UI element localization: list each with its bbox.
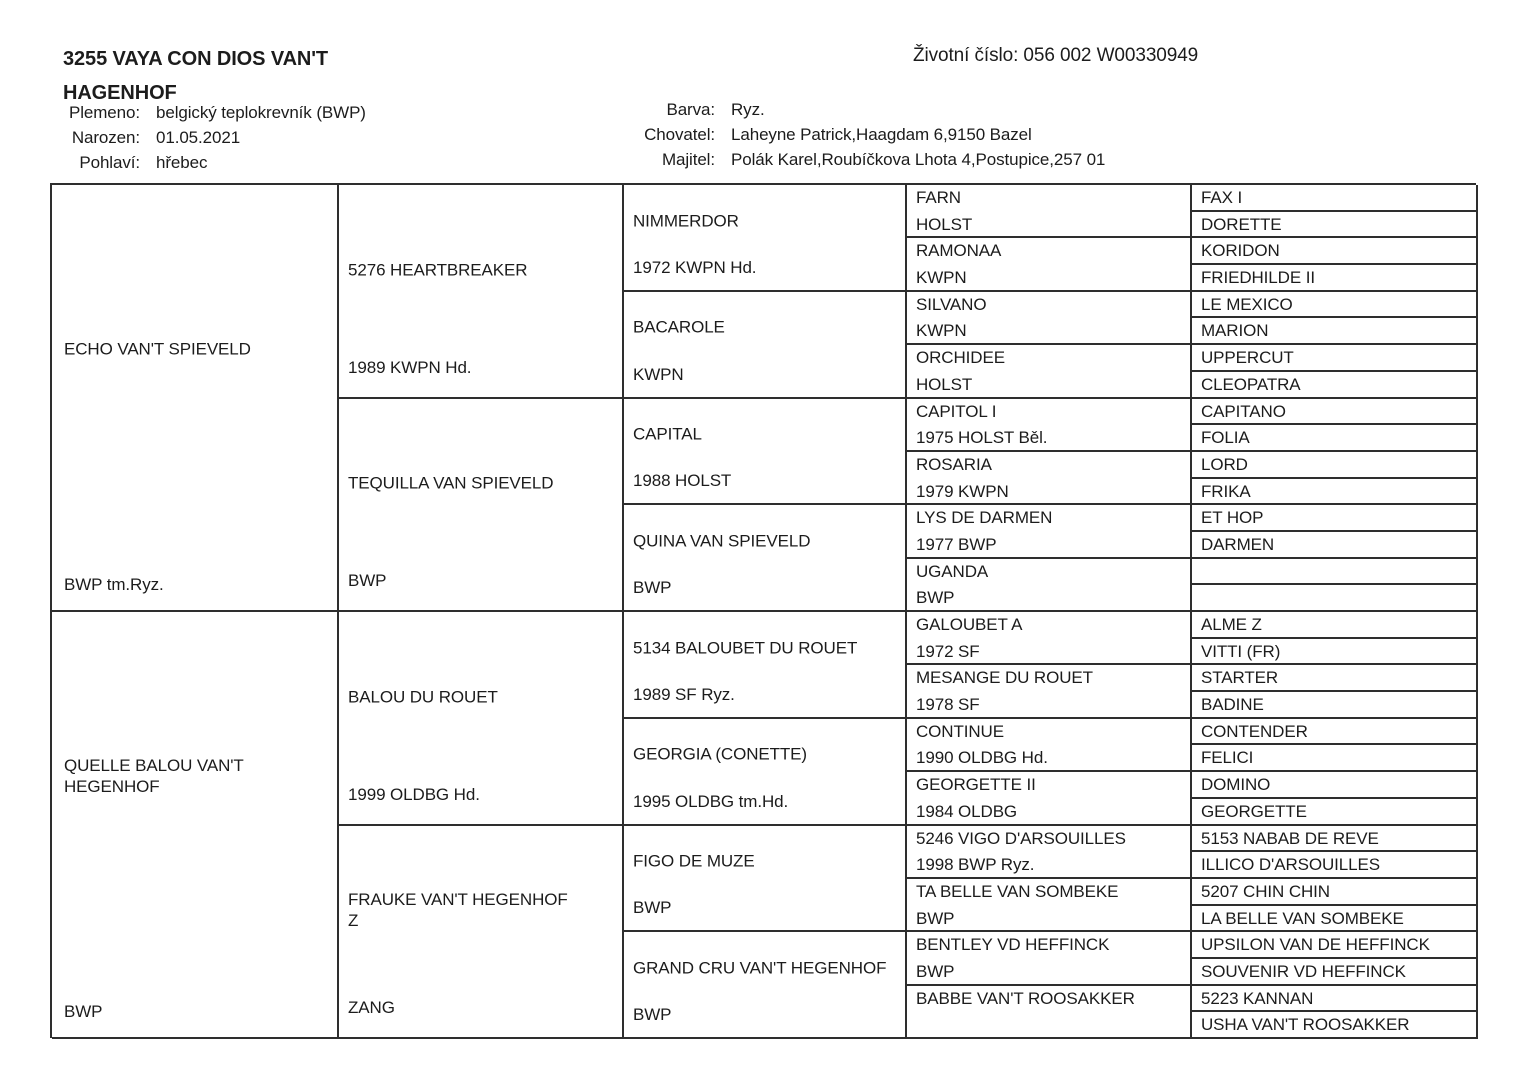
plemeno-value: belgický teplokrevník (BWP) — [156, 103, 366, 122]
pohlavi-value: hřebec — [156, 153, 208, 172]
pedigree-cell-g5-10 — [1192, 452, 1478, 479]
pedigree-cell-g4-15 — [907, 986, 1192, 1039]
horse-name: BALOU DU ROUET — [348, 687, 498, 707]
pedigree-cell-g5-15 — [1192, 585, 1478, 612]
info-row-majitel — [545, 147, 1105, 172]
horse-name: RAMONAA — [916, 241, 1002, 261]
pedigree-cell-g5-2 — [1192, 238, 1478, 265]
horse-name: GALOUBET A — [916, 615, 1023, 634]
horse-details: BWP — [64, 1002, 103, 1021]
pedigree-cell-g5-24 — [1192, 826, 1478, 853]
pedigree-cell-g3-1 — [624, 292, 907, 399]
horse-name: LORD — [1201, 454, 1248, 474]
horse-name: FELICI — [1201, 748, 1254, 768]
horse-name: NIMMERDOR — [633, 211, 739, 231]
horse-name: QUINA VAN SPIEVELD — [633, 531, 811, 551]
pedigree-cell-g5-25 — [1192, 852, 1478, 879]
pedigree-cell-g5-27 — [1192, 906, 1478, 933]
horse-details: BWP — [633, 578, 672, 597]
pedigree-table — [50, 183, 1476, 1038]
pedigree-cell-g5-20 — [1192, 719, 1478, 746]
pedigree-cell-g5-0 — [1192, 185, 1478, 212]
barva-label: Barva: — [666, 100, 715, 119]
horse-name: GEORGIA (CONETTE) — [633, 744, 807, 764]
horse-title-line1: 3255 VAYA CON DIOS VAN'T — [63, 48, 329, 70]
horse-name — [1192, 585, 1476, 612]
pedigree-cell-g5-11 — [1192, 479, 1478, 506]
horse-name: CLEOPATRA — [1201, 374, 1301, 394]
horse-title-line2: HAGENHOF — [63, 82, 177, 104]
majitel-label: Majitel: — [661, 150, 715, 169]
horse-name: LA BELLE VAN SOMBEKE — [1201, 908, 1404, 928]
horse-name: CAPITAL — [633, 424, 702, 444]
horse-name: ILLICO D'ARSOUILLES — [1201, 855, 1380, 875]
pedigree-cell-g4-0 — [907, 185, 1192, 238]
pohlavi-label: Pohlaví: — [79, 153, 140, 172]
horse-details: 1988 HOLST — [633, 471, 732, 491]
horse-details: 1975 HOLST Běl. — [916, 428, 1048, 448]
plemeno-label: Plemeno: — [68, 103, 140, 122]
pedigree-cell-g4-1 — [907, 238, 1192, 291]
left-info-block — [40, 100, 366, 175]
pedigree-cell-g5-30 — [1192, 986, 1478, 1013]
horse-name: GEORGETTE — [1201, 801, 1307, 821]
pedigree-cell-g2-0 — [339, 185, 624, 399]
pedigree-cell-g3-6 — [624, 826, 907, 933]
pedigree-cell-g4-8 — [907, 612, 1192, 665]
pedigree-cell-g5-31 — [1192, 1012, 1478, 1039]
horse-name: UPSILON VAN DE HEFFINCK — [1201, 935, 1430, 955]
pedigree-cell-g5-9 — [1192, 425, 1478, 452]
horse-name: FAX I — [1201, 188, 1243, 207]
horse-details: 1977 BWP — [916, 534, 997, 554]
chovatel-label: Chovatel: — [644, 125, 715, 144]
horse-name: MARION — [1201, 321, 1269, 341]
horse-name: TA BELLE VAN SOMBEKE — [916, 881, 1119, 901]
pedigree-cell-g4-6 — [907, 505, 1192, 558]
pedigree-cell-g5-4 — [1192, 292, 1478, 319]
horse-name: VITTI (FR) — [1201, 641, 1281, 661]
horse-name: ALME Z — [1201, 615, 1262, 634]
horse-name: DOMINO — [1201, 775, 1271, 795]
pedigree-cell-g3-0 — [624, 185, 907, 292]
pedigree-cell-g4-3 — [907, 345, 1192, 398]
pedigree-cell-g5-28 — [1192, 932, 1478, 959]
horse-details: 1972 SF — [916, 641, 980, 661]
pedigree-cell-g5-22 — [1192, 772, 1478, 799]
horse-name: GRAND CRU VAN'T HEGENHOF — [633, 958, 887, 978]
horse-details: 1990 OLDBG Hd. — [916, 748, 1048, 768]
pedigree-cell-g5-6 — [1192, 345, 1478, 372]
pedigree-cell-g5-23 — [1192, 799, 1478, 826]
horse-details: 1984 OLDBG — [916, 801, 1018, 821]
pedigree-cell-g5-21 — [1192, 745, 1478, 772]
horse-details — [907, 1012, 1190, 1039]
info-row-narozen — [40, 125, 366, 150]
horse-details: BWP — [916, 908, 955, 928]
horse-name: STARTER — [1201, 668, 1279, 688]
horse-name: CONTINUE — [916, 721, 1004, 741]
horse-details: 1979 KWPN — [916, 481, 1009, 501]
life-number: Životní číslo: 056 002 W00330949 — [913, 45, 1199, 66]
horse-details: 1972 KWPN Hd. — [633, 257, 757, 277]
horse-name: ORCHIDEE — [916, 348, 1005, 368]
horse-name: LE MEXICO — [1201, 294, 1293, 314]
pedigree-cell-g5-19 — [1192, 692, 1478, 719]
horse-name: ECHO VAN'T SPIEVELD — [64, 339, 251, 359]
horse-name: CAPITOL I — [916, 401, 997, 421]
horse-name: FARN — [916, 188, 961, 207]
horse-name: UGANDA — [916, 561, 989, 581]
right-info-block — [545, 97, 1105, 172]
horse-details: BWP — [916, 588, 955, 608]
pedigree-cell-g2-3 — [339, 826, 624, 1040]
horse-details: BWP — [348, 571, 387, 590]
horse-name: FRIKA — [1201, 481, 1251, 501]
pedigree-cell-g3-3 — [624, 505, 907, 612]
chovatel-value: Laheyne Patrick,Haagdam 6,9150 Bazel — [731, 125, 1032, 144]
pedigree-cell-g4-2 — [907, 292, 1192, 345]
horse-name: 5223 KANNAN — [1201, 988, 1314, 1008]
horse-details: BWP tm.Ryz. — [64, 575, 164, 594]
narozen-value: 01.05.2021 — [156, 128, 241, 147]
pedigree-cell-g4-11 — [907, 772, 1192, 825]
horse-details: BWP — [633, 1005, 672, 1024]
pedigree-cell-g2-1 — [339, 399, 624, 613]
horse-name: GEORGETTE II — [916, 775, 1036, 795]
pedigree-cell-g1-0 — [52, 185, 339, 612]
horse-name: 5246 VIGO D'ARSOUILLES — [916, 828, 1126, 848]
horse-details: ZANG — [348, 998, 395, 1017]
pedigree-cell-g4-9 — [907, 665, 1192, 718]
horse-details: 1998 BWP Ryz. — [916, 855, 1035, 875]
horse-details: BWP — [633, 898, 672, 918]
horse-details: HOLST — [916, 214, 973, 234]
horse-name: ROSARIA — [916, 454, 992, 474]
horse-name: DORETTE — [1201, 214, 1282, 234]
pedigree-cell-g5-7 — [1192, 372, 1478, 399]
pedigree-cell-g1-1 — [52, 612, 339, 1039]
pedigree-cell-g4-4 — [907, 399, 1192, 452]
horse-name: FRIEDHILDE II — [1201, 268, 1315, 288]
horse-name: 5153 NABAB DE REVE — [1201, 828, 1379, 848]
info-row-plemeno — [40, 100, 366, 125]
horse-name: UPPERCUT — [1201, 348, 1294, 368]
pedigree-cell-g4-5 — [907, 452, 1192, 505]
horse-name: TEQUILLA VAN SPIEVELD — [348, 473, 554, 493]
pedigree-cell-g5-16 — [1192, 612, 1478, 639]
horse-name: LYS DE DARMEN — [916, 508, 1053, 528]
horse-name: DARMEN — [1201, 534, 1275, 554]
pedigree-cell-g4-12 — [907, 826, 1192, 879]
horse-details: 1995 OLDBG tm.Hd. — [633, 791, 789, 811]
horse-name: FRAUKE VAN'T HEGENHOF Z — [348, 890, 568, 931]
horse-details: 1989 KWPN Hd. — [348, 357, 472, 377]
horse-name: FOLIA — [1201, 428, 1250, 448]
pedigree-cell-g3-7 — [624, 932, 907, 1039]
horse-details: BWP — [916, 961, 955, 981]
horse-name — [1192, 559, 1476, 586]
horse-details: 1999 OLDBG Hd. — [348, 784, 480, 804]
horse-name: BENTLEY VD HEFFINCK — [916, 935, 1110, 955]
horse-name: ET HOP — [1201, 508, 1264, 528]
pedigree-cell-g5-8 — [1192, 399, 1478, 426]
pedigree-cell-g5-5 — [1192, 318, 1478, 345]
pedigree-cell-g5-18 — [1192, 665, 1478, 692]
horse-details: HOLST — [916, 374, 973, 394]
horse-name: BACAROLE — [633, 317, 725, 337]
horse-details: KWPN — [916, 321, 967, 341]
narozen-label: Narozen: — [71, 128, 140, 147]
horse-name: SOUVENIR VD HEFFINCK — [1201, 961, 1406, 981]
horse-name: BABBE VAN'T ROOSAKKER — [916, 988, 1135, 1008]
majitel-value: Polák Karel,Roubíčkova Lhota 4,Postupice,257 01 — [731, 150, 1106, 169]
horse-details: 1989 SF Ryz. — [633, 684, 735, 704]
horse-details: KWPN — [916, 268, 967, 288]
info-row-pohlavi — [40, 150, 366, 175]
pedigree-cell-g2-2 — [339, 612, 624, 826]
horse-name: USHA VAN'T ROOSAKKER — [1201, 1015, 1410, 1035]
pedigree-cell-g5-17 — [1192, 639, 1478, 666]
pedigree-cell-g5-12 — [1192, 505, 1478, 532]
pedigree-cell-g4-7 — [907, 559, 1192, 612]
horse-name: SILVANO — [916, 294, 987, 314]
horse-details: 1978 SF — [916, 695, 980, 715]
pedigree-cell-g5-3 — [1192, 265, 1478, 292]
pedigree-cell-g3-2 — [624, 399, 907, 506]
pedigree-cell-g5-1 — [1192, 212, 1478, 239]
pedigree-cell-g3-5 — [624, 719, 907, 826]
horse-name: KORIDON — [1201, 241, 1280, 261]
horse-name: BADINE — [1201, 695, 1264, 715]
pedigree-cell-g4-13 — [907, 879, 1192, 932]
pedigree-cell-g5-26 — [1192, 879, 1478, 906]
pedigree-cell-g5-14 — [1192, 559, 1478, 586]
info-row-chovatel — [545, 122, 1105, 147]
pedigree-cell-g5-13 — [1192, 532, 1478, 559]
horse-name: CONTENDER — [1201, 721, 1308, 741]
horse-name: QUELLE BALOU VAN'T HEGENHOF — [64, 755, 244, 796]
horse-details: KWPN — [633, 364, 684, 384]
horse-name: FIGO DE MUZE — [633, 851, 755, 871]
pedigree-cell-g3-4 — [624, 612, 907, 719]
horse-name: MESANGE DU ROUET — [916, 668, 1093, 688]
horse-name: 5276 HEARTBREAKER — [348, 260, 528, 280]
horse-name: 5207 CHIN CHIN — [1201, 881, 1330, 901]
info-row-barva — [545, 97, 1105, 122]
horse-name: CAPITANO — [1201, 401, 1286, 421]
barva-value: Ryz. — [731, 100, 765, 119]
pedigree-cell-g4-14 — [907, 932, 1192, 985]
pedigree-cell-g4-10 — [907, 719, 1192, 772]
pedigree-cell-g5-29 — [1192, 959, 1478, 986]
horse-name: 5134 BALOUBET DU ROUET — [633, 638, 858, 658]
